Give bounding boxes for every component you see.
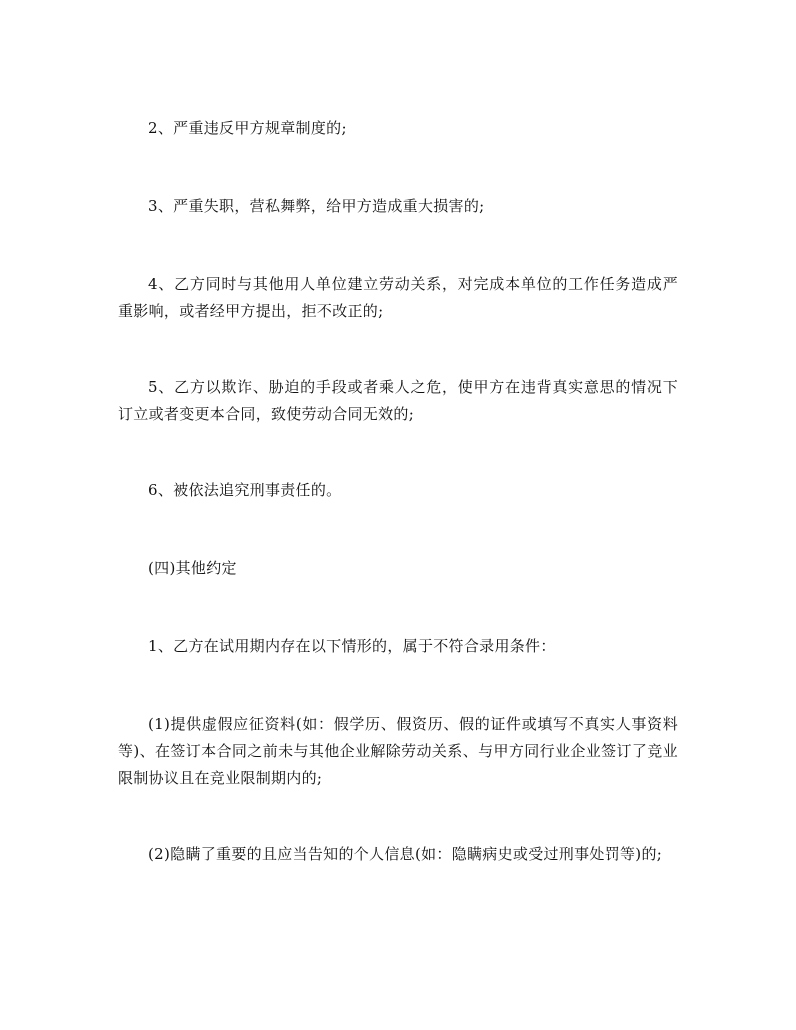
clause-5-fraud: 5、乙方以欺诈、胁迫的手段或者乘人之危，使甲方在违背真实意思的情况下订立或者变更本合同，致使劳动合同无效的; xyxy=(118,378,678,423)
clause-6-criminal-liability: 6、被依法追究刑事责任的。 xyxy=(148,481,342,499)
clause-3-dereliction: 3、严重失职，营私舞弊，给甲方造成重大损害的; xyxy=(148,197,485,215)
clause-2-serious-violation: 2、严重违反甲方规章制度的; xyxy=(148,119,347,137)
clause-4-dual-employment: 4、乙方同时与其他用人单位建立劳动关系，对完成本单位的工作任务造成严重影响，或者经甲方提出，拒不改正的; xyxy=(118,275,678,320)
clause-1-probation-conditions: 1、乙方在试用期内存在以下情形的，属于不符合录用条件： xyxy=(148,637,556,655)
subclause-2-concealed-information: (2)隐瞒了重要的且应当告知的个人信息(如：隐瞒病史或受过刑事处罚等)的; xyxy=(148,845,663,863)
section-heading-other-agreements: (四)其他约定 xyxy=(148,559,237,577)
subclause-1-false-information: (1)提供虚假应征资料(如：假学历、假资历、假的证件或填写不真实人事资料等)、在签订本合同之前未与其他企业解除劳动关系、与甲方同行业企业签订了竞业限制协议且在竞业限制期内的; xyxy=(118,715,678,787)
